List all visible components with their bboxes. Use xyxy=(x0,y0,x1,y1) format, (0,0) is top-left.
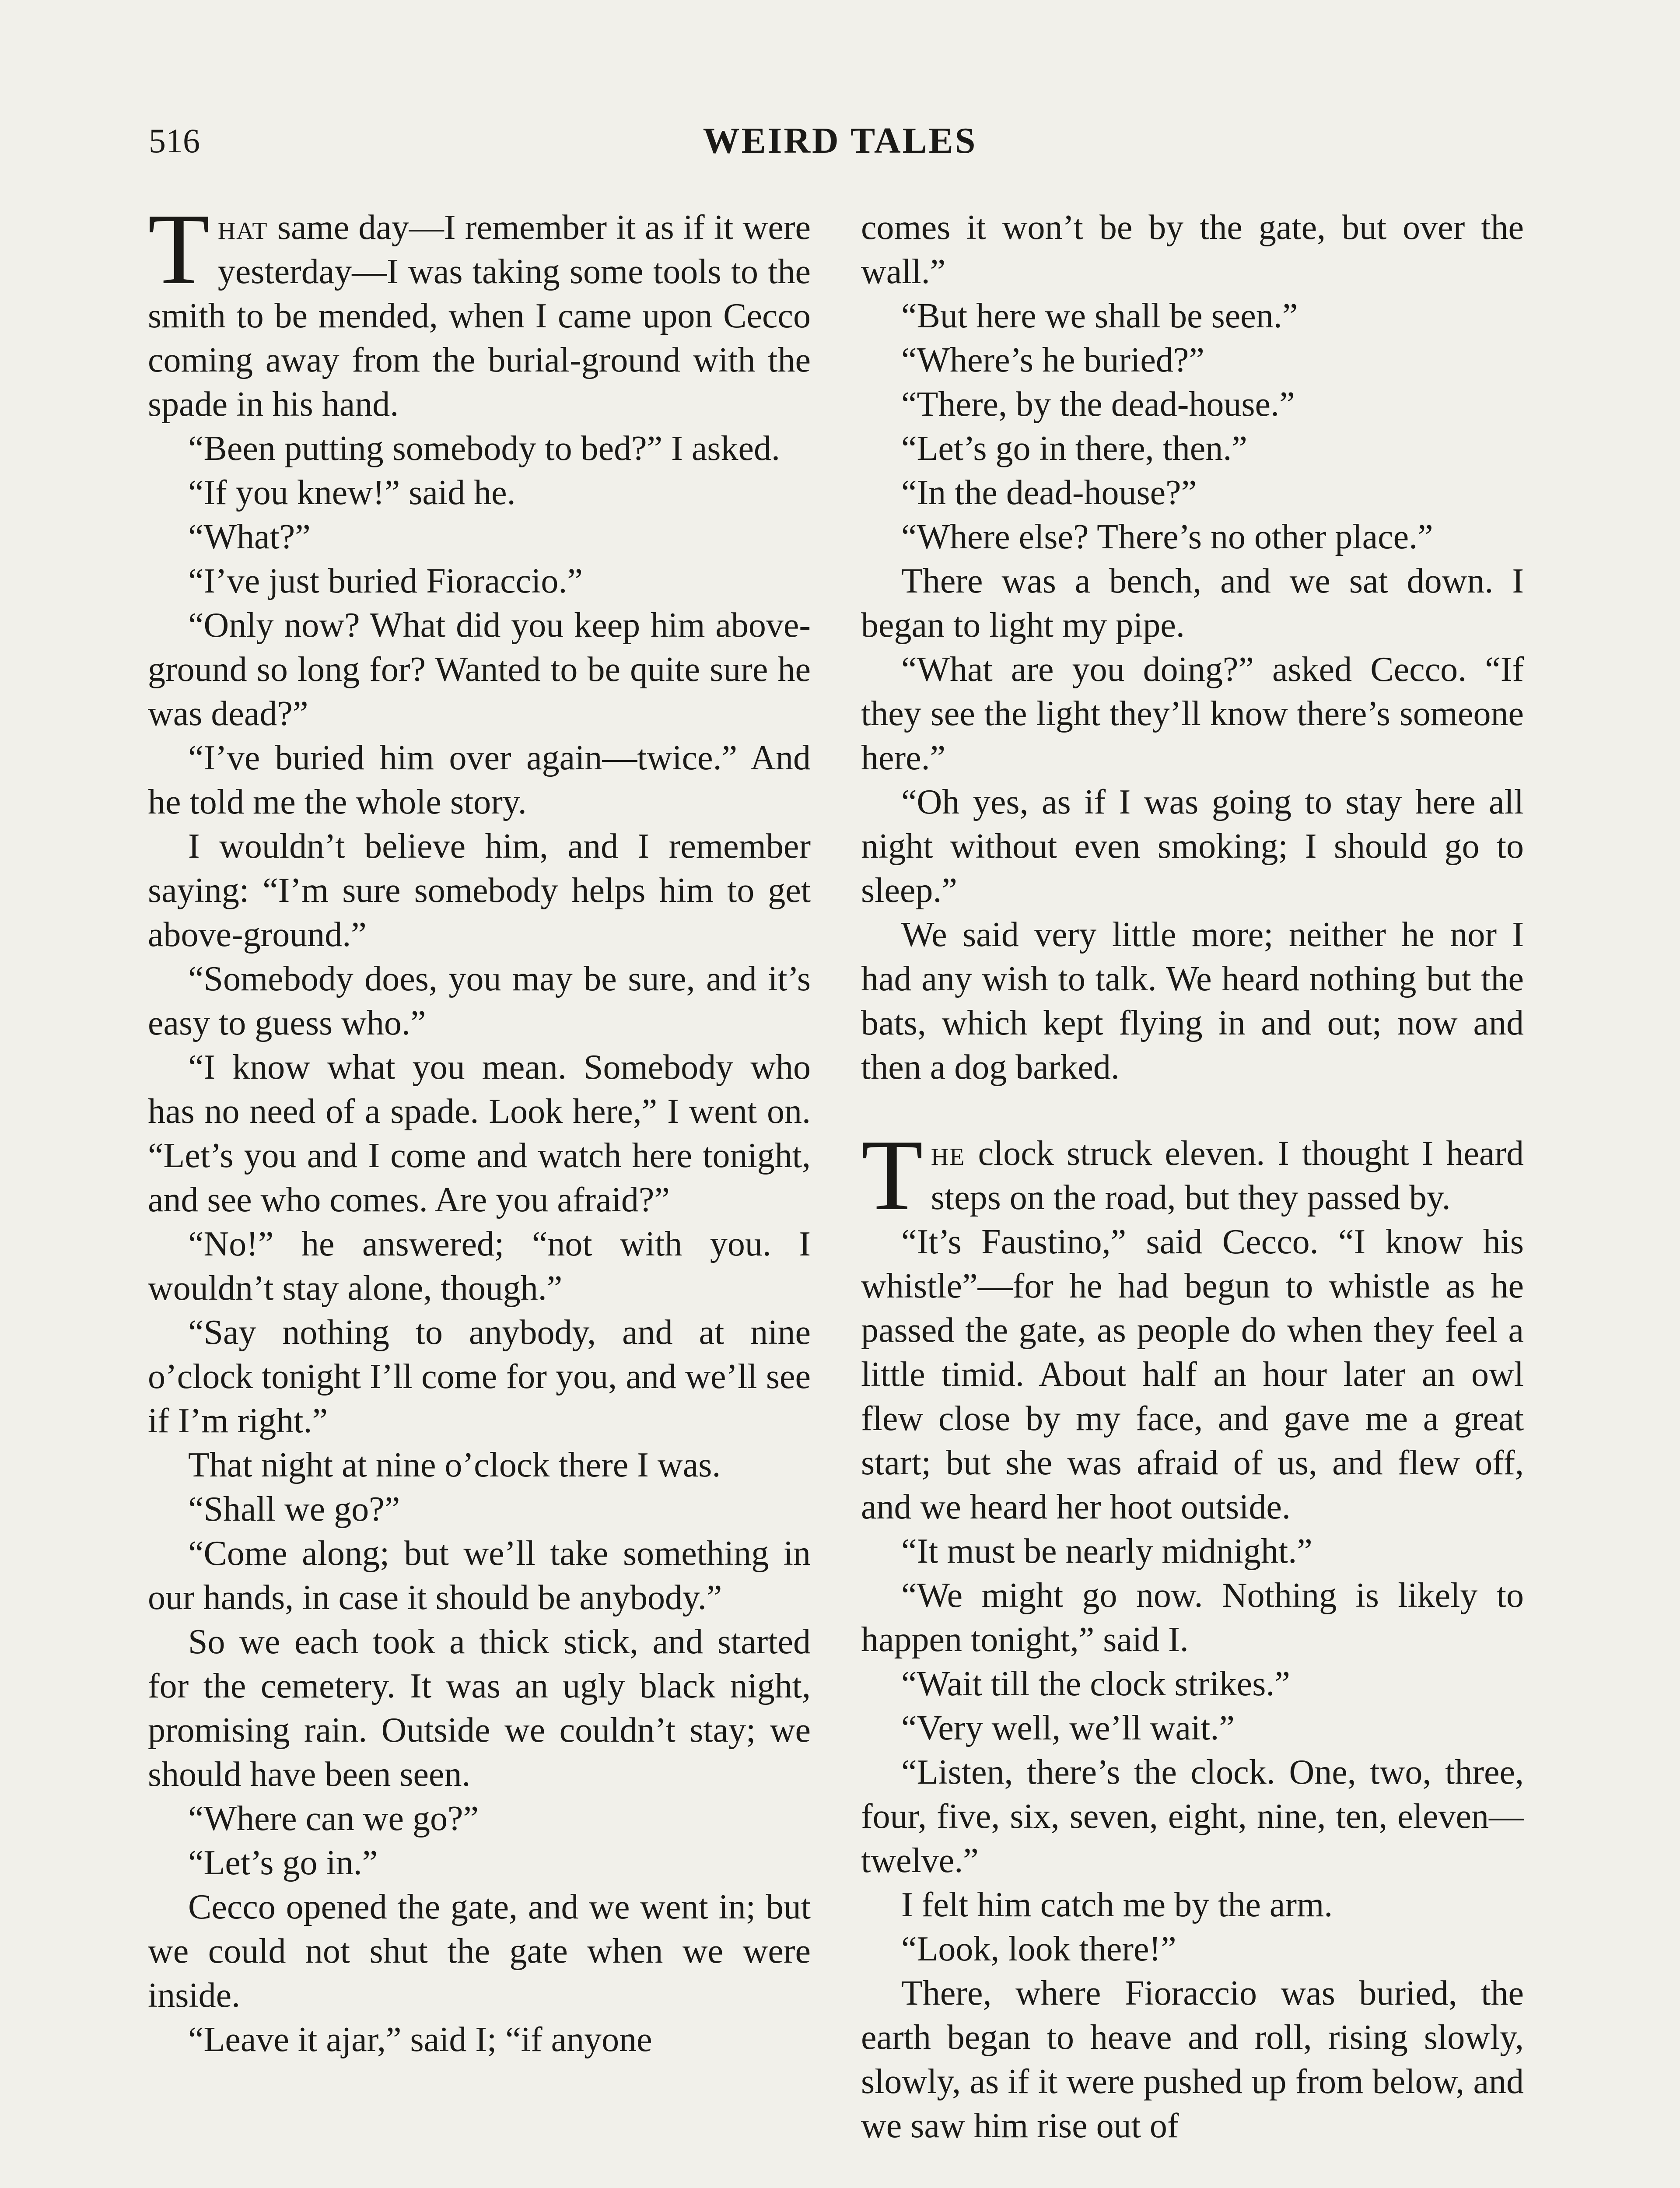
paragraph: “I’ve buried him over again—twice.” And he told me the whole story. xyxy=(148,739,811,821)
opening-paragraph xyxy=(148,193,811,427)
section-opening-text: clock struck eleven. I thought I heard steps on the road, but they passed by. xyxy=(931,1134,1524,1217)
drop-cap: T xyxy=(148,193,210,305)
paragraph: “If you knew!” said he. xyxy=(188,473,516,512)
paragraph: “Where’s he buried?” xyxy=(901,341,1204,379)
paragraph: “Been putting somebody to bed?” I asked. xyxy=(188,429,780,468)
paragraph: “Say nothing to anybody, and at nine o’clock tonight I’ll come for you, and we’ll see if I’m right.” xyxy=(148,1313,811,1440)
paragraph: I felt him catch me by the arm. xyxy=(901,1886,1333,1924)
paragraph: “Somebody does, you may be sure, and it’s easy to guess who.” xyxy=(148,960,811,1042)
left-column xyxy=(148,193,811,2062)
paragraph: That night at nine o’clock there I was. xyxy=(188,1446,721,1484)
paragraph: There, where Fioraccio was buried, the earth began to heave and roll, rising slowly, slowly, as if it were pushed up from below, and we saw him rise out of xyxy=(861,1974,1524,2145)
paragraph: We said very little more; neither he nor I had any wish to talk. We heard nothing but the bats, which kept flying in and out; now and then a dog barked. xyxy=(861,915,1524,1087)
opening-text: same day—I remember it as if it were yesterday—I was taking some tools to the smith to be mended, when I came upon Cecco coming away from the burial-ground with the spade in his hand. xyxy=(148,208,811,424)
section-small-caps: he xyxy=(931,1134,966,1173)
paragraph: Cecco opened the gate, and we went in; but we could not shut the gate when we were inside. xyxy=(148,1888,811,2015)
paragraph: comes it won’t be by the gate, but over the wall.” xyxy=(861,208,1524,291)
paragraph: “Very well, we’ll wait.” xyxy=(901,1709,1235,1747)
paragraph: “Come along; but we’ll take something in our hands, in case it should be anybody.” xyxy=(148,1534,811,1617)
paragraph: “Shall we go?” xyxy=(188,1490,400,1529)
paragraph: “I’ve just buried Fioraccio.” xyxy=(188,562,583,600)
paragraph: “Let’s go in there, then.” xyxy=(901,429,1247,468)
section-opening-paragraph xyxy=(861,1119,1524,1231)
paragraph: “We might go now. Nothing is likely to happen tonight,” said I. xyxy=(861,1576,1524,1659)
paragraph: “In the dead-house?” xyxy=(901,473,1197,512)
paragraph: “It must be nearly midnight.” xyxy=(901,1532,1312,1571)
paragraph: “No!” he answered; “not with you. I wouldn’t stay alone, though.” xyxy=(148,1225,811,1308)
paragraph: “Let’s go in.” xyxy=(188,1844,378,1882)
paragraph: I wouldn’t believe him, and I remember saying: “I’m sure somebody helps him to get above-ground.” xyxy=(148,827,811,954)
paragraph: So we each took a thick stick, and started for the cemetery. It was an ugly black night, promising rain. Outside we couldn’t stay; we should have been seen. xyxy=(148,1623,811,1794)
paragraph: “What are you doing?” asked Cecco. “If they see the light they’ll know there’s someone here.” xyxy=(861,650,1524,777)
paragraph: “I know what you mean. Somebody who has no need of a spade. Look here,” I went on. “Let’s you and I come and watch here tonight, and see who comes. Are you afraid?” xyxy=(148,1048,811,1219)
paragraph: “There, by the dead-house.” xyxy=(901,385,1295,424)
paragraph: “But here we shall be seen.” xyxy=(901,297,1298,335)
drop-cap: T xyxy=(861,1119,923,1231)
paragraph: “Only now? What did you keep him above-ground so long for? Wanted to be quite sure he was dead?” xyxy=(148,606,811,733)
page-header xyxy=(149,115,1531,167)
paragraph: “Wait till the clock strikes.” xyxy=(901,1665,1290,1703)
running-title: WEIRD TALES xyxy=(703,120,977,161)
paragraph: There was a bench, and we sat down. I began to light my pipe. xyxy=(861,562,1524,645)
paragraph: “Listen, there’s the clock. One, two, three, four, five, six, seven, eight, nine, ten, eleven—twelve.” xyxy=(861,1753,1524,1880)
page-number: 516 xyxy=(149,122,200,160)
opening-small-caps: hat xyxy=(217,208,268,247)
paragraph: “What?” xyxy=(188,518,311,556)
paragraph: “It’s Faustino,” said Cecco. “I know his whistle”—for he had begun to whistle as he passed the gate, as people do when they feel a little timid. About half an hour later an owl flew close by my face, and gave me a great start; but she was afraid of us, and flew off, and we heard her hoot outside. xyxy=(861,1223,1524,1526)
right-column xyxy=(861,206,1524,2148)
paragraph: “Look, look there!” xyxy=(901,1930,1176,1968)
paragraph: “Where else? There’s no other place.” xyxy=(901,518,1433,556)
paragraph: “Leave it ajar,” said I; “if anyone xyxy=(188,2020,652,2059)
paragraph: “Oh yes, as if I was going to stay here all night without even smoking; I should go to sleep.” xyxy=(861,783,1524,910)
paragraph: “Where can we go?” xyxy=(188,1799,479,1838)
